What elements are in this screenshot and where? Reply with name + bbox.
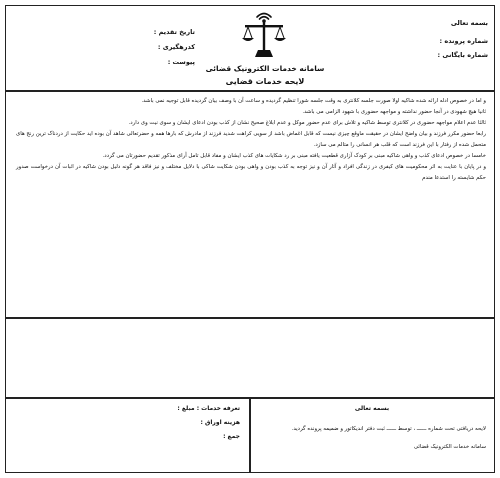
header-info-right (368, 20, 488, 66)
fee-label: تعرفه خدمات : مبلغ : (177, 405, 240, 412)
archive-number-label: شماره بایگانی : (437, 51, 488, 59)
body-paragraph: و در پایان با عنایت به اثر محکومیت های کیفری در زندگی افراد و آثار آن و نیز توجه به کذب بودن و واهی بودن شکایت شاکی با دلایل مختلف و نیز فاقد هر گونه دلیل بودن شاکیه در اثبات آن درخواست صدور حکم شایسته را استدعا مندم (16, 164, 486, 181)
total-label: جمع : (223, 433, 240, 440)
footer-fees (10, 405, 240, 440)
attachments-label: پیوست : (167, 58, 195, 66)
copy-fee-label: هزینه اوراق : (200, 419, 240, 426)
submit-date-label: تاریخ تقدیم : (153, 28, 195, 36)
receipt-text: لایحه دریافتی تحت شماره ــــــ ، توسط ــــــ ثبت دفتر اندیکاتور و ضمیمه پرونده گردید. (291, 426, 486, 432)
tracking-code-label: کدرهگیری : (157, 43, 195, 51)
body-text (16, 96, 486, 184)
body-paragraph: رابعا حضور مکرر فرزند و بیان واضح ایشان در حقیقت ماوقع چیزی نیست که قابل اغماض باشد از سویی کراهت شدید فرزند از مادرش که بارها همه و حضرتعالی شاهد آن بوده اید حکایت از دردناک ترین رنج های متحمل شده از رفتار با این فرزند است که قلب هر انسانی را متالم می سازد. (16, 131, 486, 148)
footer-bismillah: بسمه تعالی (354, 405, 390, 412)
bismillah: بسمه تعالی (450, 19, 488, 27)
justice-scales-icon (240, 8, 288, 60)
body-paragraph: خامسا در خصوص ادعای کذب و واهی شاکیه مبنی بر کودک آزاری قطعیت یافته مبنی بر رد شکایات های کذب ایشان و مفاد قابل تامل آرای مذکور تقدیم حضورتان می گردد. (102, 153, 486, 159)
header-info-left (95, 28, 195, 73)
blank-box (5, 318, 495, 398)
body-paragraph: ثالثا عدم اعلام مواجهه حضوری در کلانتری توسط شاکیه و تلاش برای عدم حضور موکل و عدم ابلاغ صحیح نشان از کذب بودن ادعای ایشان و سوی نیت وی دارد. (128, 120, 486, 126)
body-paragraph: و اما در خصوص ادله ارائه شده شاکیه اولا صورت جلسه کلانتری به وقت جلسه شورا تنظیم گردیده و ساعت آن با وصف بیان گردیده قابل توجیه نمی باشد. (141, 98, 486, 104)
body-paragraph: ثانیا هیچ شهودی در آنجا حضور نداشته و مواجهه حضوری با شهود الزامی می باشد. (302, 109, 486, 115)
case-number-label: شماره پرونده : (439, 37, 488, 45)
receipt-system-name: سامانه خدمات الکترونیک قضائی (413, 444, 486, 450)
footer-receipt (258, 405, 486, 450)
system-title: سامانه خدمات الکترونیک قضائی (205, 64, 325, 73)
document-title: لایحه خدمات قضایی (225, 77, 305, 86)
